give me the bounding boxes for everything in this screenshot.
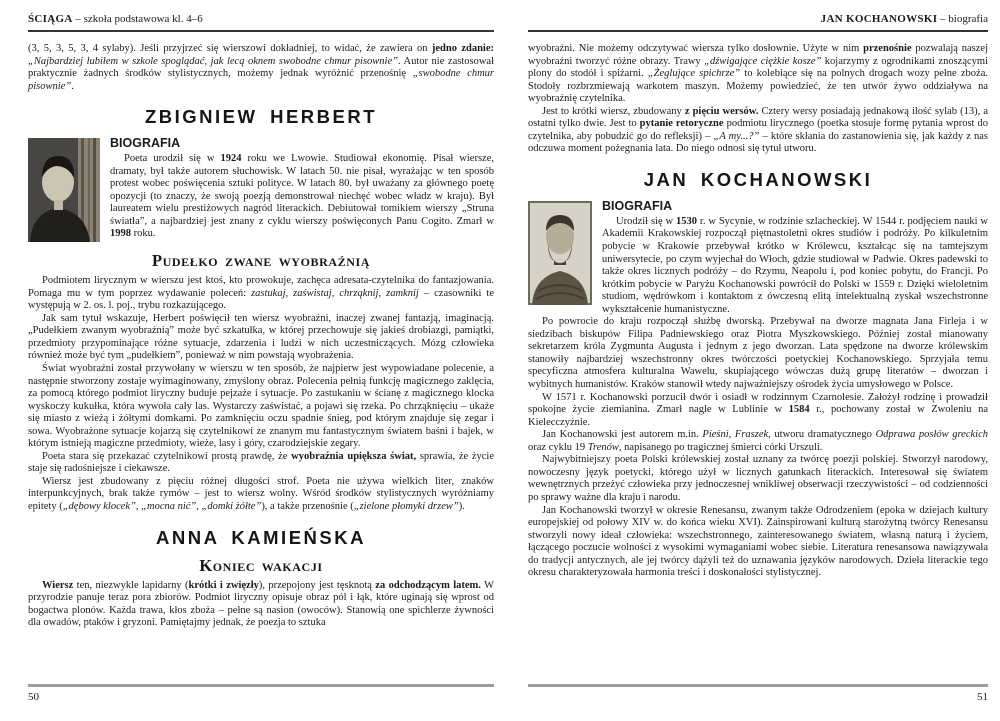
running-head-title: JAN KOCHANOWSKI [820,13,938,25]
page-50-footer [28,684,494,703]
text-emphasis: 1924 [220,153,242,165]
running-head-subtitle: – biografia [937,13,988,25]
paragraph: Podmiotem lirycznym w wierszu jest ktoś, kto prowokuje, zachęca adresata-czytelnika do fantazjowania. Pomaga mu w tym poprzez wydawanie poleceń: zastukaj, zaświstaj, chrząknij, zamknij – czasowniki te występują w 2. os. l. poj., trybu rozkazującego. [28,275,494,312]
running-head-subtitle: – szkoła podstawowa kl. 4–6 [72,13,203,25]
paragraph: Jak sam tytuł wskazuje, Herbert poświęcił ten wiersz wyobraźni, inaczej zwanej fantazją, imaginacją. „Pudełkiem zwanym wyobraźnią” może być szkatułka, w której przechowuje się jakieś drobiazgi, pamiątki, przedmioty przypominające różne sytuacje, zdarzenia i ludzi w nich uczestniczących. Mózg człowieka również może być tym „pudełkiem”, ponieważ w nim powstają wyobrażenia. [28,312,494,362]
running-head-left [28,12,494,32]
text-emphasis: „zielone płomyki drzew” [353,501,459,513]
text-emphasis: krótki i zwięzły [188,579,259,591]
paragraph: Wiersz jest zbudowany z pięciu różnej długości strof. Poeta nie używa wielkich liter, znaków interpunkcyjnych, brak także rymów – jest to wiersz wolny. Wśród środków stylistycznych wyróżniamy epitety („dębowy klocek”, „mocna nić”, „domki żółte”), a także przenośnie („zielone płomyki drzew”). [28,475,494,513]
text-emphasis: Fraszek [734,429,769,441]
text-emphasis: „A my...?” [713,130,760,142]
biography-block [28,136,494,244]
text-emphasis: Pieśni [702,429,729,441]
paragraph: W 1571 r. Kochanowski porzucił dwór i osiadł w rodzinnym Czarnolesie. Założył rodzinę i prowadził spokojne życie ziemianina. Zmarł nagle w Lublinie w 1584 r., pochowany został w Zwoleniu na Kielecczyźnie. [528,391,988,428]
paragraph: Najwybitniejszy poeta Polski królewskiej został uznany za twórcę poezji polskiej. Stworzył narodowy, nowoczesny język poetycki, którego użył w licznych gatunkach literackich. Interesował się światem wewnętrznych przeżyć człowieka przy jednoczesnej wnikliwej obserwacji rzeczywistości – od codzienności po sprawy ważne dla kraju i narodu. [528,454,988,503]
text-emphasis: Odprawa posłów greckich [875,429,988,441]
paragraph: Urodził się w 1530 r. w Sycynie, w rodzinie szlacheckiej. W 1544 r. podjęciem nauki w Akademii Krakowskiej rozpoczął piętnastoletni okres studiów i podróży. Po kilkuletnim pobycie w Krakowie przebywał krótko w Królewcu, kształcąc się na tamtejszym uniwersytecie, po czym wyjechał do Włoch, gdzie studiował w Padwie. Okres padewski to także okres licznych podróży – do Rzymu, Neapolu i, pod koniec pobytu, do Francji. Po krótkim pobycie w Paryżu Kochanowski powrócił do Polski w 1559 r. Dzięki wieloletnim studiom, wędrówkom i kontaktom z ówczesną elitą intelektualną zyskał wszechstronne wykształcenie humanistyczne. [602,215,988,315]
text-emphasis: przenośnie [863,43,912,54]
text-emphasis: za odchodzącym latem. [375,579,481,591]
page-51 [528,12,988,709]
paragraph: Poeta urodził się w 1924 roku we Lwowie. Studiował ekonomię. Pisał wiersze, dramaty, był także autorem słuchowisk. W latach 50. nie pisał, wyrażając w ten sposób protest wobec poświęcenia sztuki polityce. W latach 80. był uważany za głównego poetę opozycji (to znaczy, że swoją poezją demonstrował niechęć wobec władz w kraju). Był laureatem wielu prestiżowych nagród literackich. Debiutował tomikiem wierszy „Struna światła”, a najbardziej jest znany z cyklu wierszy poświęconych Panu Cogito. Zmarł w 1998 roku. [110,153,494,240]
paragraph: Jan Kochanowski tworzył w okresie Renesansu, zwanym także Odrodzeniem (epoka w dziejach kultury europejskiej od połowy XIV w. do końca wieku XVI). Zainspirowani kulturą starożytną twórcy Renesansu stworzyli nowy ideał człowieka: wszechstronnego, zainteresowanego światem, własną naturą i życiem, łączącego poczucie wolności z wysokimi wymaganiami wobec siebie. Literatura renesansowa nawiązywała do tradycji antycznych, ale jej twórcy dążyli też do uznawania języków narodowych. Dzieła literackie tego okresu charakteryzowała harmonia treści i doskonałości stylistycznej. [528,504,988,579]
text-emphasis: „Najbardziej lubiłem w szkole spoglądać, jak lecą oknem swobodne chmur pisownie” [28,55,398,67]
biografia-heading: BIOGRAFIA [110,136,181,151]
jan-kochanowski-portrait [528,201,592,305]
running-head-title: ŚCIĄGA [28,13,73,25]
text-emphasis: z pięciu wersów. [684,105,759,117]
paragraph: Świat wyobraźni został przywołany w wierszu w ten sposób, że najpierw jest wypowiadane polecenie, a następnie stworzony zostaje wyimaginowany, zmyślony obraz. Polecenia pełnią funkcję magicznego zaklęcia, za pomocą którego podmiot liryczny buduje pejzaże i sytuacje. Po zastukaniu w ścianę z magicznego klocka wyskoczy kukułka, która wywoła cały las. Wystarczy zaświstać, a pojawi się rzeka. Po chrząknięciu – ukaże się miasto z wieżą i żółtymi domkami. Po zamknięciu oczu spadnie śnieg, pod którym znajduje się zegar i sowa. Wyobrażone sytuacje kojarzą się czytelnikowi ze znanym mu fantastycznym światem baśni i bajek, w którym istnieją magiczne przedmioty, wieże, lasy i góry, czarodziejskie zegary. [28,363,494,450]
paragraph: Wiersz ten, niezwykle lapidarny (krótki i zwięzły), przepojony jest tęsknotą za odchodzącym latem. W przyrodzie panuje teraz pora zbiorów. Podmiot liryczny opisuje obraz pól i łąk, które uginają się wprost od bogactwa plonów. Każda trawa, kłos zboża – pełne są nasion (owoców). Stanowią one spichlerze żywności dla owadów, ptaków i gryzoni. Pamiętajmy jednak, że poezja to sztuka [28,579,494,629]
footer-rule [528,684,988,687]
text-emphasis: Wiersz [42,579,74,591]
page-number-50: 50 [28,691,39,703]
footer-rule [28,684,494,687]
text-emphasis: 1998 [110,228,131,240]
running-head-right [528,12,988,32]
author-heading: ANNA KAMIEŃSKA [156,526,366,548]
text-emphasis: wyobraźnia upiększa świat, [291,450,417,462]
page-51-footer [528,684,988,703]
text-emphasis: „swobodne chmur pisownie” [28,68,495,92]
page-51-content [528,43,988,580]
text-emphasis: Trenów [587,441,619,453]
text-emphasis: jedno zdanie: [431,43,495,54]
paragraph: Jest to krótki wiersz, zbudowany z pięciu wersów. Cztery wersy posiadają jednakową ilość sylab (13), a ostatni tylko dwie. Jest to pytanie retoryczne podmiotu lirycznego (poetka stosuje formę pytania wprost do czytelnika, aby pobudzić go do refleksji) – „A my...?” – które skłania do zastanowienia się, jak każdy z nas odczuwa moment pożegnania lata. Do niego odnosi się tytuł utworu. [528,105,988,155]
text-emphasis: 1530 [676,215,698,227]
biography-block [528,199,988,580]
text-emphasis: „Żeglujące spichrze” [647,68,741,80]
text-emphasis: „dźwigające ciężkie kosze” [704,55,822,67]
section-heading: Pudełko zwane wyobraźnią [151,251,371,271]
text-emphasis: „dębowy klocek” [62,501,136,513]
text-emphasis: „mocna nić” [141,501,197,513]
author-heading: JAN KOCHANOWSKI [643,168,873,190]
paragraph: wyobraźni. Nie możemy odczytywać wiersza tylko dosłownie. Użyte w nim przenośnie pozwalają naszej wyobraźni tworzyć różne obrazy. Trawy „dźwigające ciężkie kosze” kojarzymy z ogrodnikami znoszącymi plony do stodół i spiżarni. „Żeglujące spichrze” to kolebiące się na polnych drogach wozy pełne zboża. Stodoły rozbrzmiewają warkotem maszyn. Możemy powiedzieć, że ten utwór żywo oddziaływa na wyobraźnię czytelnika. [528,43,988,105]
page-50-content [28,43,494,630]
text-emphasis: pytanie retoryczne [639,118,724,130]
author-heading: ZBIGNIEW HERBERT [144,106,378,128]
page-50 [28,12,494,709]
text-emphasis: zastukaj, zaświstaj, chrząknij, zamknij [251,287,419,299]
paragraph: Jan Kochanowski jest autorem m.in. Pieśni, Fraszek, utworu dramatycznego Odprawa posłów greckich oraz cyklu 19 Trenów, napisanego po tragicznej śmierci córki Urszuli. [528,429,988,453]
paragraph: Poeta stara się przekazać czytelnikowi prostą prawdę, że wyobraźnia upiększa świat, sprawia, że życie staje się radośniejsze i ciekawsze. [28,450,494,475]
section-heading: Koniec wakacji [199,555,323,575]
text-emphasis: „domki żółte” [201,501,262,513]
paragraph: Po powrocie do kraju rozpoczął służbę dworską. Przebywał na dworze magnata Jana Firleja i w siedzibach biskupów Filipa Padniewskiego oraz Piotra Myszkowskiego. Później został mianowany sekretarzem króla Zygmunta Augusta i jednym z jego dworzan. Lata spędzone na dworze królewskim stanowiły najbardziej wszechstronny okres twórczości poetyckiej Kochanowskiego. Sprzyjała temu specyficzna atmosfera kulturalna Wawelu, skupiającego wówczas dużą grupę literatów – dworzan i wybitnych humanistów. Kraków stanowił wtedy najważniejszy ośrodek życia umysłowego w Polsce. [528,316,988,391]
zbigniew-herbert-portrait [28,138,100,242]
page-number-51: 51 [977,691,988,703]
biografia-heading: BIOGRAFIA [602,198,673,213]
text-emphasis: 1584 [788,404,810,416]
paragraph: (3, 5, 3, 5, 3, 4 sylaby). Jeśli przyjrzeć się wierszowi dokładniej, to widać, że zawiera on jedno zdanie: „Najbardziej lubiłem w szkole spoglądać, jak lecą oknem swobodne chmur pisownie”. Autor nie zastosował praktycznie żadnych środków stylistycznych, możemy jednak wyróżnić przenośnię „swobodne chmur pisownie”. [28,43,495,92]
